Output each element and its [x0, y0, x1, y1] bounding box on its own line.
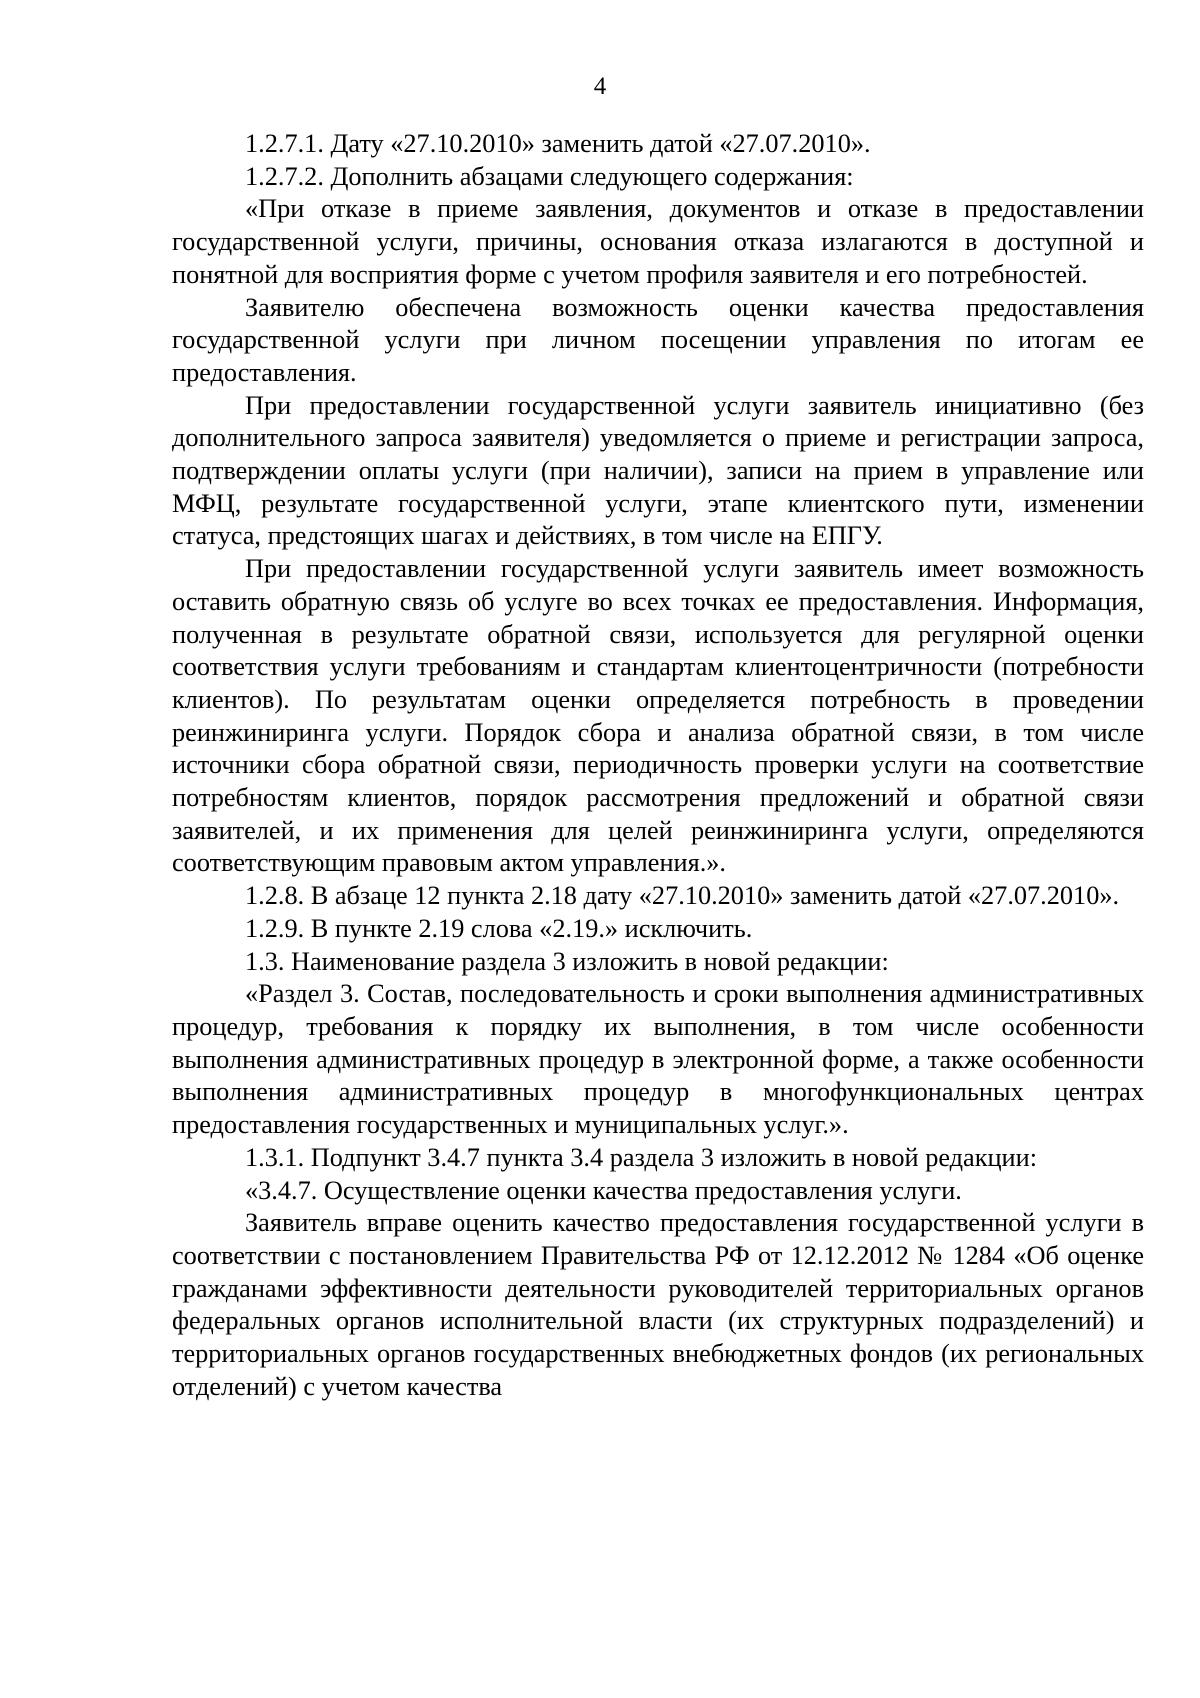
paragraph-section-3-title: «Раздел 3. Состав, последовательность и сроки выполнения административных процедур, требования к порядку их выполнения, в том числе особенности выполнения административных процедур в электронной форме, а также особенности выполнения административных процедур в многофункциональных центрах предоставления государственных и муниципальных услуг.». — [172, 979, 1144, 1140]
paragraph-1-3: 1.3. Наименование раздела 3 изложить в новой редакции: — [245, 946, 889, 976]
paragraph-1-3-1: 1.3.1. Подпункт 3.4.7 пункта 3.4 раздела 3 изложить в новой редакции: — [245, 1142, 1038, 1172]
paragraph-1-2-9: 1.2.9. В пункте 2.19 слова «2.19.» исключить. — [245, 913, 753, 943]
paragraph-3-4-7: «3.4.7. Осуществление оценки качества предоставления услуги. — [245, 1175, 962, 1205]
paragraph-applicant-rating: Заявитель вправе оценить качество предоставления государственной услуги в соответствии с постановлением Правительства РФ от 12.12.2012 № 1284 «Об оценке гражданами эффективности деятельности руководителей территориальных органов федеральных органов исполнительной власти (их структурных подразделений) и территориальных органов государственных внебюджетных фондов (их региональных отделений) с учетом качества — [172, 1208, 1144, 1401]
document-body — [172, 128, 1144, 1403]
paragraph-1-2-7-1: 1.2.7.1. Дату «27.10.2010» заменить датой «27.07.2010». — [245, 129, 871, 158]
page-number: 4 — [593, 73, 607, 100]
paragraph-1-2-7-2: 1.2.7.2. Дополнить абзацами следующего содержания: — [245, 161, 854, 191]
paragraph-feedback: При предоставлении государственной услуги заявитель имеет возможность оставить обратную связь об услуге во всех точках ее предоставления. Информация, полученная в результате обратной связи, используется для регулярной оценки соответствия услуги требованиям и стандартам клиентоцентричности (потребности клиентов). По результатам оценки определяется потребность в проведении реинжиниринга услуги. Порядок сбора и анализа обратной связи, в том числе источники сбора обратной связи, периодичность проверки услуги на соответствие потребностям клиентов, порядок рассмотрения предложений и обратной связи заявителей, и их применения для целей реинжиниринга услуги, определяются соответствующим правовым актом управления.». — [172, 554, 1144, 878]
paragraph-refusal-reasons: «При отказе в приеме заявления, документов и отказе в предоставлении государственной услуги, причины, основания отказа излагаются в доступной и понятной для восприятия форме с учетом профиля заявителя и его потребностей. — [172, 194, 1144, 289]
paragraph-1-2-8: 1.2.8. В абзаце 12 пункта 2.18 дату «27.10.2010» заменить датой «27.07.2010». — [245, 881, 1120, 911]
paragraph-proactive-notification: При предоставлении государственной услуги заявитель инициативно (без дополнительного запроса заявителя) уведомляется о приеме и регистрации запроса, подтверждении оплаты услуги (при наличии), записи на прием в управление или МФЦ, результате государственной услуги, этапе клиентского пути, изменении статуса, предстоящих шагах и действиях, в том числе на ЕПГУ. — [172, 390, 1144, 551]
paragraph-quality-assessment: Заявителю обеспечена возможность оценки качества предоставления государственной услуги при личном посещении управления по итогам ее предоставления. — [172, 292, 1144, 387]
